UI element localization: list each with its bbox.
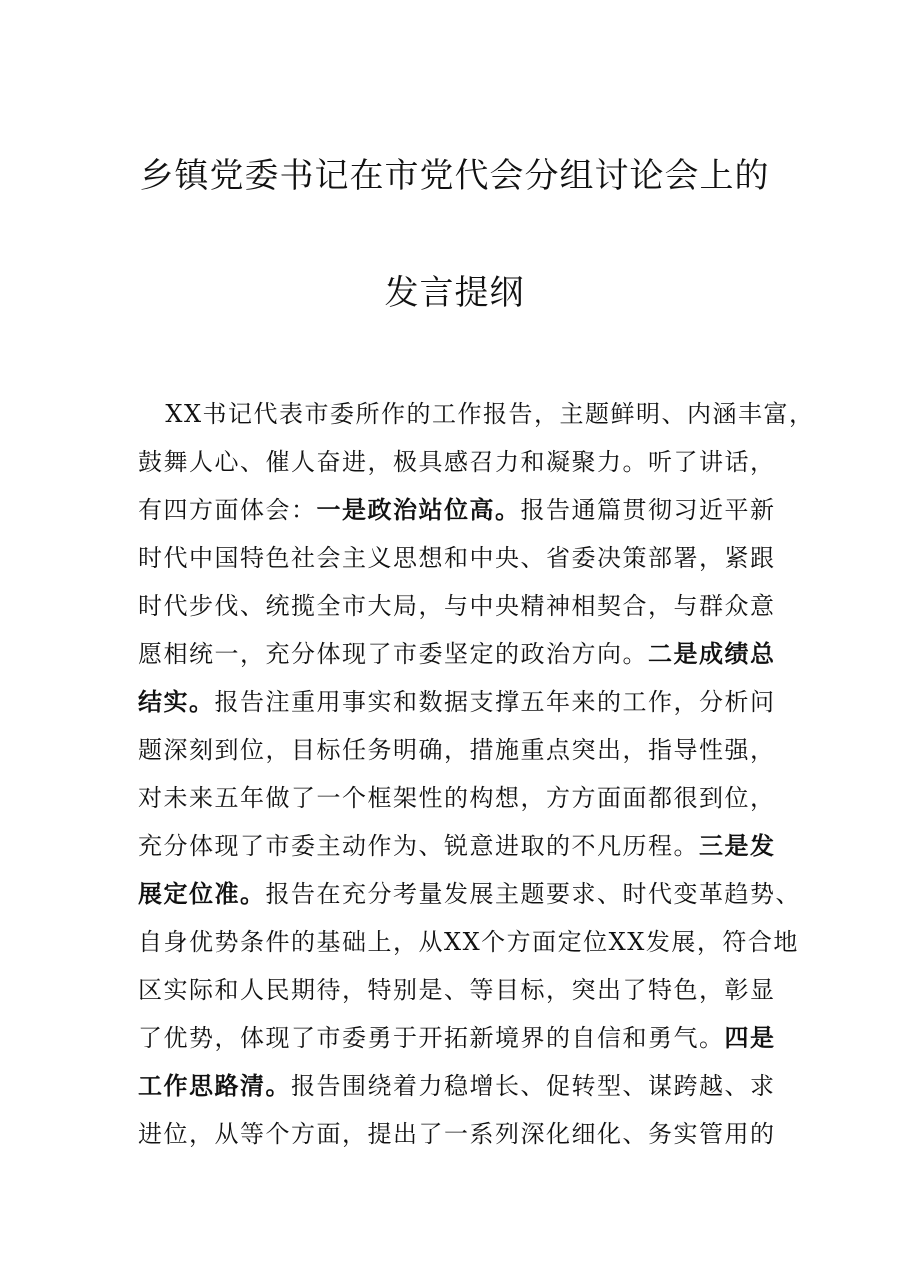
body-line [138,1062,778,1110]
body-text-run: 进位，从等个方面，提出了一系列深化细化、务实管用的 [138,1120,776,1148]
body-line [138,1110,778,1158]
body-text-run: 了优势，体现了市委勇于开拓新境界的自信和勇气。 [138,1024,725,1052]
body-line [138,582,778,630]
body-text-run: 报告围绕着力稳增长、促转型、谋跨越、求 [291,1072,776,1100]
body-text-run: 题深刻到位，目标任务明确，措施重点突出，指导性强， [138,736,776,764]
body-text-run: 报告通篇贯彻习近平新 [520,496,776,524]
body-line [138,966,778,1014]
body-line [138,534,778,582]
body-text-run: 时代步伐、统揽全市大局，与中央精神相契合，与群众意 [138,592,776,620]
body-text-run: 自身优势条件的基础上，从XX个方面定位XX发展，符合地 [138,928,799,956]
body-line [138,822,778,870]
body-line [138,390,815,438]
bold-heading-text: 工作思路清。 [138,1071,291,1100]
bold-heading-text: 一是政治站位高。 [316,495,521,524]
body-text-run: 时代中国特色社会主义思想和中央、省委决策部署，紧跟 [138,544,776,572]
document-title-line-1: 乡镇党委书记在市党代会分组讨论会上的 [139,156,770,196]
body-line [138,438,778,486]
body-line [138,486,778,534]
body-line [138,774,778,822]
body-text-run: 有四方面体会： [138,496,317,524]
bold-heading-text: 结实。 [138,687,215,716]
body-line [138,726,778,774]
body-text-run: XX书记代表市委所作的工作报告，主题鲜明、内涵丰富， [138,400,815,428]
body-text-run: 区实际和人民期待，特别是、等目标，突出了特色，彰显 [138,976,776,1004]
body-line [138,870,801,918]
bold-heading-text: 二是成绩总 [648,639,776,668]
body-line [138,1014,778,1062]
bold-heading-text: 三是发 [699,831,776,860]
bold-heading-text: 四是 [724,1023,776,1052]
body-text-run: 充分体现了市委主动作为、锐意进取的不凡历程。 [138,832,699,860]
body-text-run: 对未来五年做了一个框架性的构想，方方面面都很到位， [138,784,776,812]
body-text-run: 报告注重用事实和数据支撑五年来的工作，分析问 [214,688,776,716]
bold-heading-text: 展定位准。 [138,879,266,908]
body-line [138,918,799,966]
body-line [138,630,778,678]
body-text-run: 鼓舞人心、催人奋进，极具感召力和凝聚力。听了讲话， [138,448,776,476]
document-body [138,390,815,1158]
body-line [138,678,778,726]
body-text-run: 愿相统一，充分体现了市委坚定的政治方向。 [138,640,648,668]
document-title-line-2: 发言提纲 [384,273,525,313]
body-text-run: 报告在充分考量发展主题要求、时代变革趋势、 [265,880,801,908]
